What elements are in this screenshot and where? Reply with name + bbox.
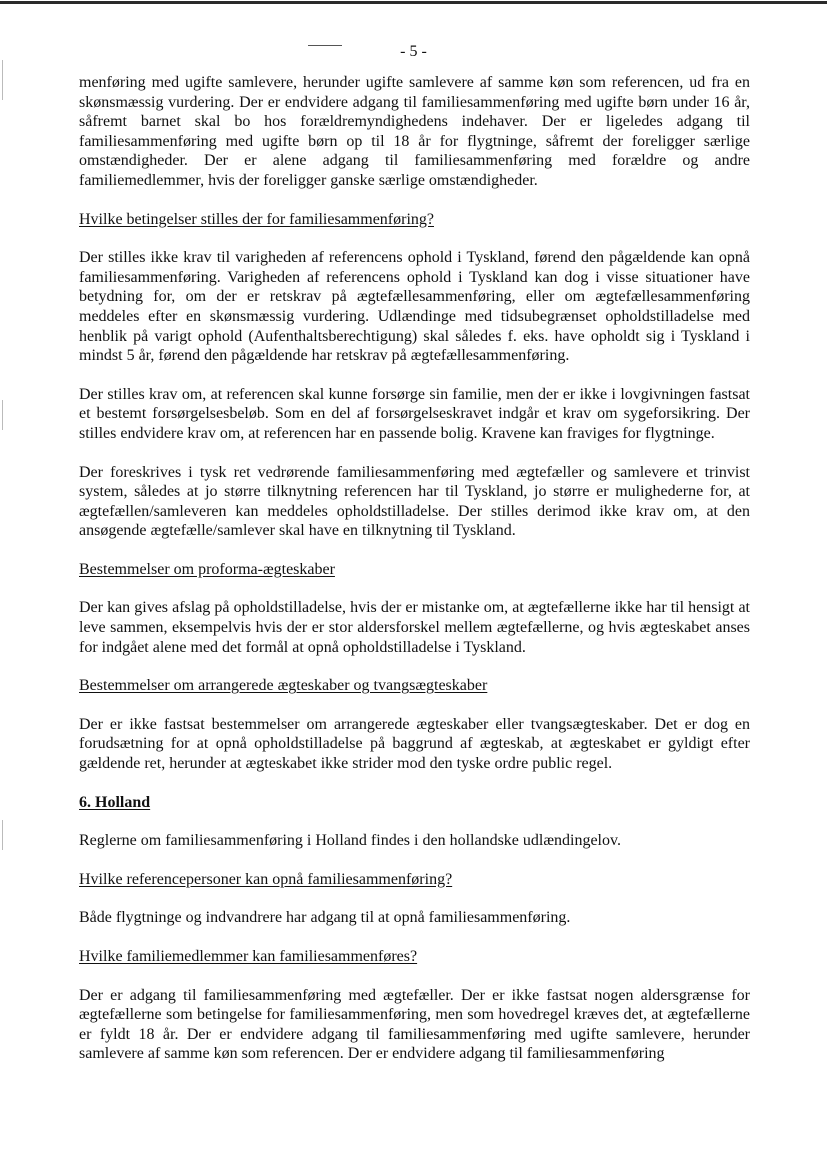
section-title-holland: 6. Holland — [79, 793, 151, 811]
document-body — [79, 73, 750, 1064]
paragraph: Der stilles ikke krav til varigheden af referencens ophold i Tyskland, førend den pågældende kan opnå familiesammenføring. Varigheden af referencens ophold i Tyskland kan dog i visse situationer have betydning for, om der er retskrav på ægtefællesammenføring, eller om ægtefællesammenføring meddeles efter en skønsmæssig vurdering. Udlændinge med tidsubegrænset opholdstilladelse med henblik på varigt ophold (Aufenthaltsberechtigung) skal således f. eks. have opholdt sig i Tyskland i mindst 5 år, førend den pågældende har retskrav på ægtefællesammenføring. — [79, 249, 750, 365]
paragraph: menføring med ugifte samlevere, herunder ugifte samlevere af samme køn som referencen, ud fra en skønsmæssig vurdering. Der er endvidere adgang til familiesammenføring med ugifte børn under 16 år, såfremt barnet skal bo hos forældremyndighedens indehaver. Der er ligeledes adgang til familiesammenføring med ugifte børn op til 18 år for flygtninge, såfremt der foreligger særlige omstændigheder. Der er alene adgang til familiesammenføring med forældre og andre familiemedlemmer, hvis der foreligger ganske særlige omstændigheder. — [79, 74, 750, 189]
scan-top-border — [0, 1, 827, 4]
paragraph: Der er ikke fastsat bestemmelser om arrangerede ægteskaber eller tvangsægteskaber. Det er dog en forudsætning for at opnå opholdstilladelse på baggrund af ægteskab, at ægteskabet er gyldigt efter gældende ret, herunder at ægteskabet ikke strider mod den tyske ordre public regel. — [79, 715, 750, 773]
scan-edge-mark — [2, 60, 3, 100]
scan-edge-mark — [2, 400, 3, 430]
scan-edge-mark — [2, 820, 3, 850]
paragraph: Der foreskrives i tysk ret vedrørende familiesammenføring med ægtefæller og samlevere et trinvist system, således at jo større tilknytning referencen har til Tyskland, jo større er mulighederne for, at ægtefællen/samleveren kan meddeles opholdstilladelse. Der stilles derimod ikke krav om, at den ansøgende ægtefælle/samlever skal have en tilknytning til Tyskland. — [79, 463, 750, 540]
paragraph: Der stilles krav om, at referencen skal kunne forsørge sin familie, men der er ikke i lovgivningen fastsat et bestemt forsørgelsesbeløb. Som en del af forsørgelseskravet indgår et krav om sygeforsikring. Der stilles endvidere krav om, at referencen har en passende bolig. Kravene kan fraviges for flygtninge. — [79, 385, 750, 442]
heading-arranged-marriages: Bestemmelser om arrangerede ægteskaber og tvangsægteskaber — [79, 677, 488, 695]
heading-proforma-marriages: Bestemmelser om proforma-ægteskaber — [79, 560, 335, 578]
paragraph: Både flygtninge og indvandrere har adgang til at opnå familiesammenføring. — [79, 909, 571, 927]
paragraph: Der er adgang til familiesammenføring med ægtefæller. Der er ikke fastsat nogen aldersgrænse for ægtefællerne som betingelse for familiesammenføring, men som hovedregel kræves det, at ægtefællerne er fyldt 18 år. Der er endvidere adgang til familiesammenføring med ugifte samlevere, herunder samlevere af samme køn som referencen. Der er endvidere adgang til familiesammenføring — [79, 986, 750, 1063]
heading-family-members: Hvilke familiemedlemmer kan familiesammenføres? — [79, 948, 418, 965]
paragraph: Reglerne om familiesammenføring i Holland findes i den hollandske udlændingelov. — [79, 832, 621, 850]
heading-reference-persons: Hvilke referencepersoner kan opnå familiesammenføring? — [79, 870, 453, 888]
page-number: - 5 - — [400, 43, 427, 60]
heading-conditions: Hvilke betingelser stilles der for familiesammenføring? — [79, 210, 434, 228]
paragraph: Der kan gives afslag på opholdstilladelse, hvis der er mistanke om, at ægtefællerne ikke har til hensigt at leve sammen, eksempelvis hvis der er stor aldersforskel mellem ægtefællerne, og hvis ægteskabet anses for indgået alene med det formål at opnå opholdstilladelse i Tyskland. — [79, 599, 750, 656]
